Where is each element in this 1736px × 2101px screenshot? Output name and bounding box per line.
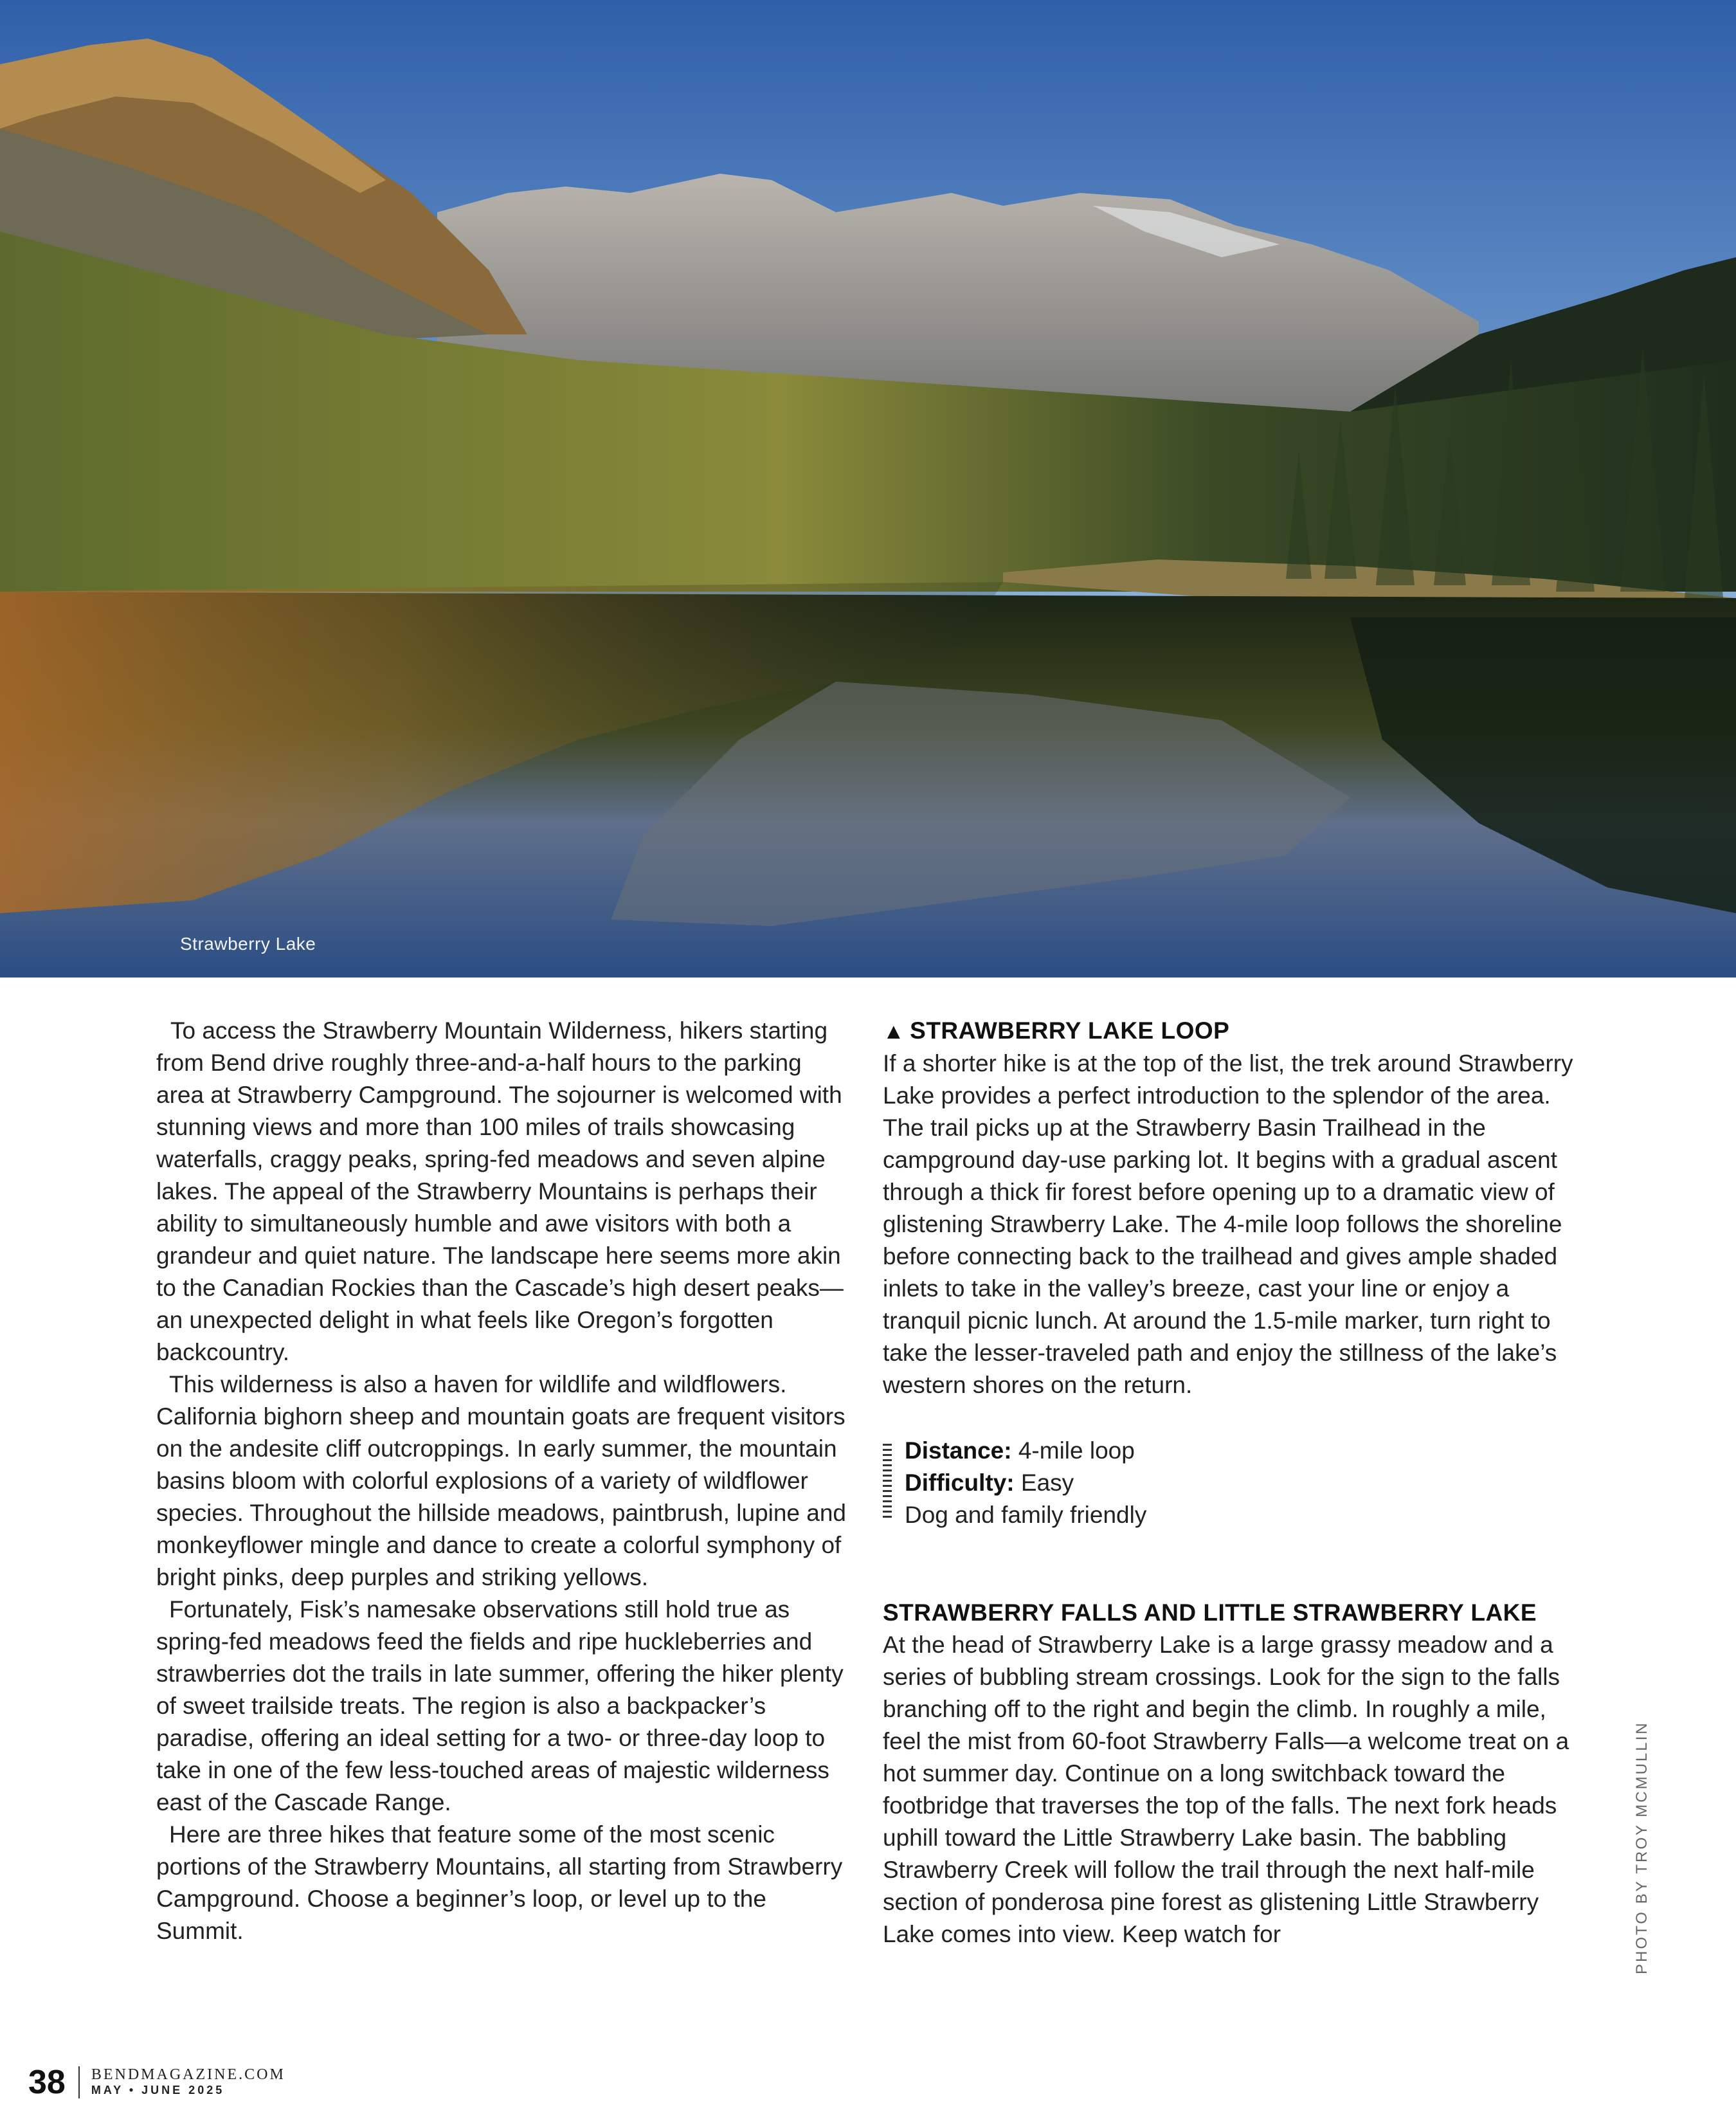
page-footer [28, 2066, 285, 2099]
photo-caption: Strawberry Lake [180, 934, 316, 954]
stat-value: Easy [1014, 1469, 1074, 1496]
hike-stats [883, 1435, 1584, 1531]
hero-photo [0, 0, 1736, 978]
stat-difficulty [905, 1467, 1584, 1499]
footer-divider [78, 2066, 80, 2098]
hike-strawberry-lake-loop [883, 1015, 1584, 1531]
intro-paragraph: To access the Strawberry Mountain Wilderness, hikers starting from Bend drive roughly three-and-a-half hours to the parking area at Strawberry Campground. The sojourner is welcomed with stunning views and more than 100 miles of trails showcasing waterfalls, craggy peaks, spring-fed meadows and seven alpine lakes. The appeal of the Strawberry Mountains is perhaps their ability to simultaneously humble and awe visitors with both a grandeur and quiet nature. The landscape here seems more akin to the Canadian Rockies than the Cascade’s high desert peaks—an unexpected delight in what feels like Oregon’s forgotten backcountry. [156, 1017, 844, 1365]
stat-note: Dog and family friendly [905, 1502, 1147, 1528]
stat-label: Difficulty: [905, 1469, 1015, 1496]
strawberry-lake-photo [0, 0, 1736, 978]
photo-credit: PHOTO BY TROY MCMULLIN [1633, 1721, 1650, 1974]
hike-title: STRAWBERRY FALLS AND LITTLE STRAWBERRY LAKE [883, 1599, 1537, 1626]
hikes-column [883, 1015, 1584, 1951]
issue-date: MAY • JUNE 2025 [91, 2084, 225, 2096]
stat-distance [905, 1435, 1584, 1467]
triangle-icon: ▲ [883, 1019, 905, 1044]
intro-paragraph: Fortunately, Fisk’s namesake observations still hold true as spring-fed meadows feed the fields and ripe huckleberries and strawberries dot the trails in late summer, offering the hiker plenty of sweet trailside treats. The region is also a backpacker’s paradise, offering an ideal setting for a two- or three-day loop to take in one of the few less-touched areas of majestic wilderness east of the Cascade Range. [156, 1596, 844, 1815]
intro-paragraph: This wilderness is also a haven for wildlife and wildflowers. California bighorn sheep and mountain goats are frequent visitors on the andesite cliff outcroppings. In early summer, the mountain basins bloom with colorful explosions of a variety of wildflower species. Throughout the hillside meadows, paintbrush, lupine and monkeyflower mingle and dance to create a colorful symphony of bright pinks, deep purples and striking yellows. [156, 1371, 846, 1590]
stat-value: 4-mile loop [1011, 1437, 1135, 1464]
magazine-site: BENDMAGAZINE.COM [91, 2066, 285, 2083]
hike-heading [883, 1015, 1584, 1048]
footer-text [91, 2067, 285, 2098]
hike-heading [883, 1597, 1584, 1629]
stat-label: Distance: [905, 1437, 1012, 1464]
intro-column [156, 1015, 852, 1947]
hike-body: If a shorter hike is at the top of the list, the trek around Strawberry Lake provides a perfect introduction to the splendor of the area. The trail picks up at the Strawberry Basin Trailhead in the campground day-use parking lot. It begins with a gradual ascent through a thick fir forest before opening up to a dramatic view of glistening Strawberry Lake. The 4-mile loop follows the shoreline before connecting back to the trailhead and gives ample shaded inlets to take in the valley’s breeze, cast your line or enjoy a tranquil picnic lunch. At around the 1.5-mile marker, turn right to take the lesser-traveled path and enjoy the stillness of the lake’s western shores on the return. [883, 1050, 1573, 1398]
intro-paragraph: Here are three hikes that feature some of the most scenic portions of the Strawberry Mountains, all starting from Strawberry Campground. Choose a beginner’s loop, or level up to the Summit. [156, 1821, 843, 1944]
dashed-bar-icon [883, 1444, 892, 1521]
hike-strawberry-falls [883, 1597, 1584, 1951]
hike-body: At the head of Strawberry Lake is a large grassy meadow and a series of bubbling stream crossings. Look for the sign to the falls branching off to the right and begin the climb. In roughly a mile, feel the mist from 60-foot Strawberry Falls—a welcome treat on a hot summer day. Continue on a long switchback toward the footbridge that traverses the top of the falls. The next fork heads uphill toward the Little Strawberry Lake basin. The babbling Strawberry Creek will follow the trail through the next half-mile section of ponderosa pine forest as glistening Little Strawberry Lake comes into view. Keep watch for [883, 1632, 1569, 1947]
hike-title: STRAWBERRY LAKE LOOP [910, 1017, 1230, 1044]
page-number: 38 [28, 2064, 66, 2101]
